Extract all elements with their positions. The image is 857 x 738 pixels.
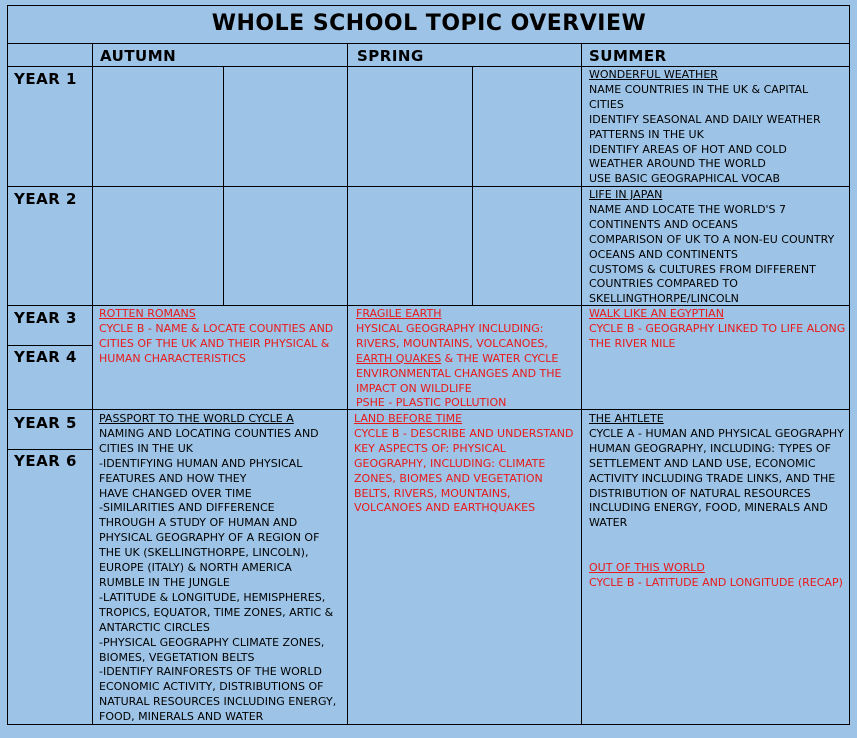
y56-summer-line: ACTIVITY INCLUDING TRADE LINKS, AND THE <box>589 471 836 485</box>
y34-autumn-line: CYCLE B - NAME & LOCATE COUNTIES AND <box>99 321 334 335</box>
year-6-label: YEAR 6 <box>14 452 77 470</box>
y56-summer-cell <box>589 412 844 531</box>
y56-autumn-line: NAMING AND LOCATING COUNTIES AND <box>99 426 319 440</box>
page-title: WHOLE SCHOOL TOPIC OVERVIEW <box>211 11 647 36</box>
y56-autumn-line: PHYSICAL GEOGRAPHY OF A REGION OF <box>99 531 320 545</box>
y56-summer-line-2: CYCLE B - LATITUDE AND LONGITUDE (RECAP) <box>589 575 843 589</box>
y34-spring-heading: FRAGILE EARTH <box>356 307 442 320</box>
y56-autumn-line: CITIES IN THE UK <box>99 441 193 455</box>
y34-autumn-line: HUMAN CHARACTERISTICS <box>99 351 246 365</box>
year-2-label: YEAR 2 <box>14 190 77 208</box>
season-summer: SUMMER <box>589 47 667 65</box>
y1-summer-line: USE BASIC GEOGRAPHICAL VOCAB <box>589 172 781 186</box>
y56-spring-cell <box>354 412 573 516</box>
year-3-label: YEAR 3 <box>14 309 77 327</box>
y2-summer-cell <box>589 188 834 307</box>
y56-autumn-line: -SIMILARITIES AND DIFFERENCE <box>99 501 275 515</box>
y56-spring-line: BELTS, RIVERS, MOUNTAINS, <box>354 486 511 500</box>
y34-autumn-line: CITIES OF THE UK AND THEIR PHYSICAL & <box>99 336 330 350</box>
y56-autumn-line: EUROPE (ITALY) & NORTH AMERICA <box>99 561 292 575</box>
y56-spring-line: KEY ASPECTS OF: PHYSICAL <box>354 441 506 455</box>
y1-summer-line: PATTERNS IN THE UK <box>589 127 704 141</box>
season-spring: SPRING <box>357 47 424 65</box>
y34-spring-cell <box>356 307 561 411</box>
y56-summer-cell-2 <box>589 561 843 591</box>
y34-spring-line: IMPACT ON WILDLIFE <box>356 381 472 395</box>
y56-autumn-line: ECONOMIC ACTIVITY, DISTRIBUTIONS OF <box>99 680 324 694</box>
y56-summer-line: WATER <box>589 516 628 530</box>
y56-summer-line: CYCLE A - HUMAN AND PHYSICAL GEOGRAPHY <box>589 426 844 440</box>
y1-summer-cell <box>589 68 821 187</box>
y34-spring-line: ENVIRONMENTAL CHANGES AND THE <box>356 366 562 380</box>
y56-summer-line: HUMAN GEOGRAPHY, INCLUDING: TYPES OF <box>589 441 831 455</box>
year-1-label: YEAR 1 <box>14 70 77 88</box>
y34-autumn-cell <box>99 307 333 367</box>
y56-autumn-heading: PASSPORT TO THE WORLD CYCLE A <box>99 412 294 425</box>
y56-autumn-line: -LATITUDE & LONGITUDE, HEMISPHERES, <box>99 590 326 604</box>
y56-summer-line: DISTRIBUTION OF NATURAL RESOURCES <box>589 486 811 500</box>
y2-summer-line: COMPARISON OF UK TO A NON-EU COUNTRY <box>589 232 835 246</box>
water-cycle-text: & THE WATER CYCLE <box>441 351 559 365</box>
y1-summer-line: IDENTIFY AREAS OF HOT AND COLD <box>589 142 787 156</box>
y56-summer-line: INCLUDING ENERGY, FOOD, MINERALS AND <box>589 501 828 515</box>
y56-autumn-line: RUMBLE IN THE JUNGLE <box>99 575 230 589</box>
y56-autumn-line: -IDENTIFY RAINFORESTS OF THE WORLD <box>99 665 323 679</box>
y34-spring-line: RIVERS, MOUNTAINS, VOLCANOES, <box>356 336 548 350</box>
y2-summer-line: CUSTOMS & CULTURES FROM DIFFERENT <box>589 262 816 276</box>
y56-autumn-line: NATURAL RESOURCES INCLUDING ENERGY, <box>99 695 337 709</box>
y2-summer-heading: LIFE IN JAPAN <box>589 188 663 201</box>
y1-summer-line: IDENTIFY SEASONAL AND DAILY WEATHER <box>589 112 821 126</box>
season-autumn: AUTUMN <box>100 47 177 65</box>
y34-summer-line: CYCLE B - GEOGRAPHY LINKED TO LIFE ALONG <box>589 321 846 335</box>
y34-summer-line: THE RIVER NILE <box>589 336 676 350</box>
y56-autumn-line: ANTARCTIC CIRCLES <box>99 620 210 634</box>
y34-spring-line: HYSICAL GEOGRAPHY INCLUDING: <box>356 321 544 335</box>
y56-summer-heading-2: OUT OF THIS WORLD <box>589 561 705 574</box>
y1-summer-line: CITIES <box>589 97 624 111</box>
y56-spring-line: GEOGRAPHY, INCLUDING: CLIMATE <box>354 456 546 470</box>
y56-spring-heading: LAND BEFORE TIME <box>354 412 463 425</box>
y56-autumn-line: TROPICS, EQUATOR, TIME ZONES, ARTIC & <box>99 605 334 619</box>
y34-summer-cell <box>589 307 845 352</box>
y56-spring-line: CYCLE B - DESCRIBE AND UNDERSTAND <box>354 426 574 440</box>
y56-autumn-line: THE UK (SKELLINGTHORPE, LINCOLN), <box>99 546 309 560</box>
y34-autumn-heading: ROTTEN ROMANS <box>99 307 196 320</box>
y2-summer-line: SKELLINGTHORPE/LINCOLN <box>589 292 739 306</box>
y1-summer-heading: WONDERFUL WEATHER <box>589 68 718 81</box>
y56-summer-heading: THE AHTLETE <box>589 412 664 425</box>
y2-summer-line: COUNTRIES COMPARED TO <box>589 277 738 291</box>
y56-autumn-line: -IDENTIFYING HUMAN AND PHYSICAL <box>99 456 303 470</box>
earth-quakes-text: EARTH QUAKES <box>356 351 442 365</box>
y2-summer-line: NAME AND LOCATE THE WORLD'S 7 <box>589 202 787 216</box>
y2-summer-line: OCEANS AND CONTINENTS <box>589 247 738 261</box>
y56-autumn-line: FOOD, MINERALS AND WATER <box>99 710 264 724</box>
y1-summer-line: WEATHER AROUND THE WORLD <box>589 157 766 171</box>
y56-autumn-line: BIOMES, VEGETATION BELTS <box>99 650 255 664</box>
y56-autumn-cell <box>99 412 336 725</box>
y56-summer-line: SETTLEMENT AND LAND USE, ECONOMIC <box>589 456 816 470</box>
y56-autumn-line: THROUGH A STUDY OF HUMAN AND <box>99 516 298 530</box>
y56-autumn-line: -PHYSICAL GEOGRAPHY CLIMATE ZONES, <box>99 635 325 649</box>
y34-spring-line <box>356 352 561 367</box>
year-5-label: YEAR 5 <box>14 414 77 432</box>
y56-spring-line: VOLCANOES AND EARTHQUAKES <box>354 501 536 515</box>
y56-spring-line: ZONES, BIOMES AND VEGETATION <box>354 471 543 485</box>
y2-summer-line: CONTINENTS AND OCEANS <box>589 217 738 231</box>
year-4-label: YEAR 4 <box>14 348 77 366</box>
y56-autumn-line: FEATURES AND HOW THEY <box>99 471 247 485</box>
y56-autumn-line: HAVE CHANGED OVER TIME <box>99 486 252 500</box>
y34-summer-heading: WALK LIKE AN EGYPTIAN <box>589 307 724 320</box>
y1-summer-line: NAME COUNTRIES IN THE UK & CAPITAL <box>589 82 809 96</box>
y34-spring-line: PSHE - PLASTIC POLLUTION <box>356 396 507 410</box>
